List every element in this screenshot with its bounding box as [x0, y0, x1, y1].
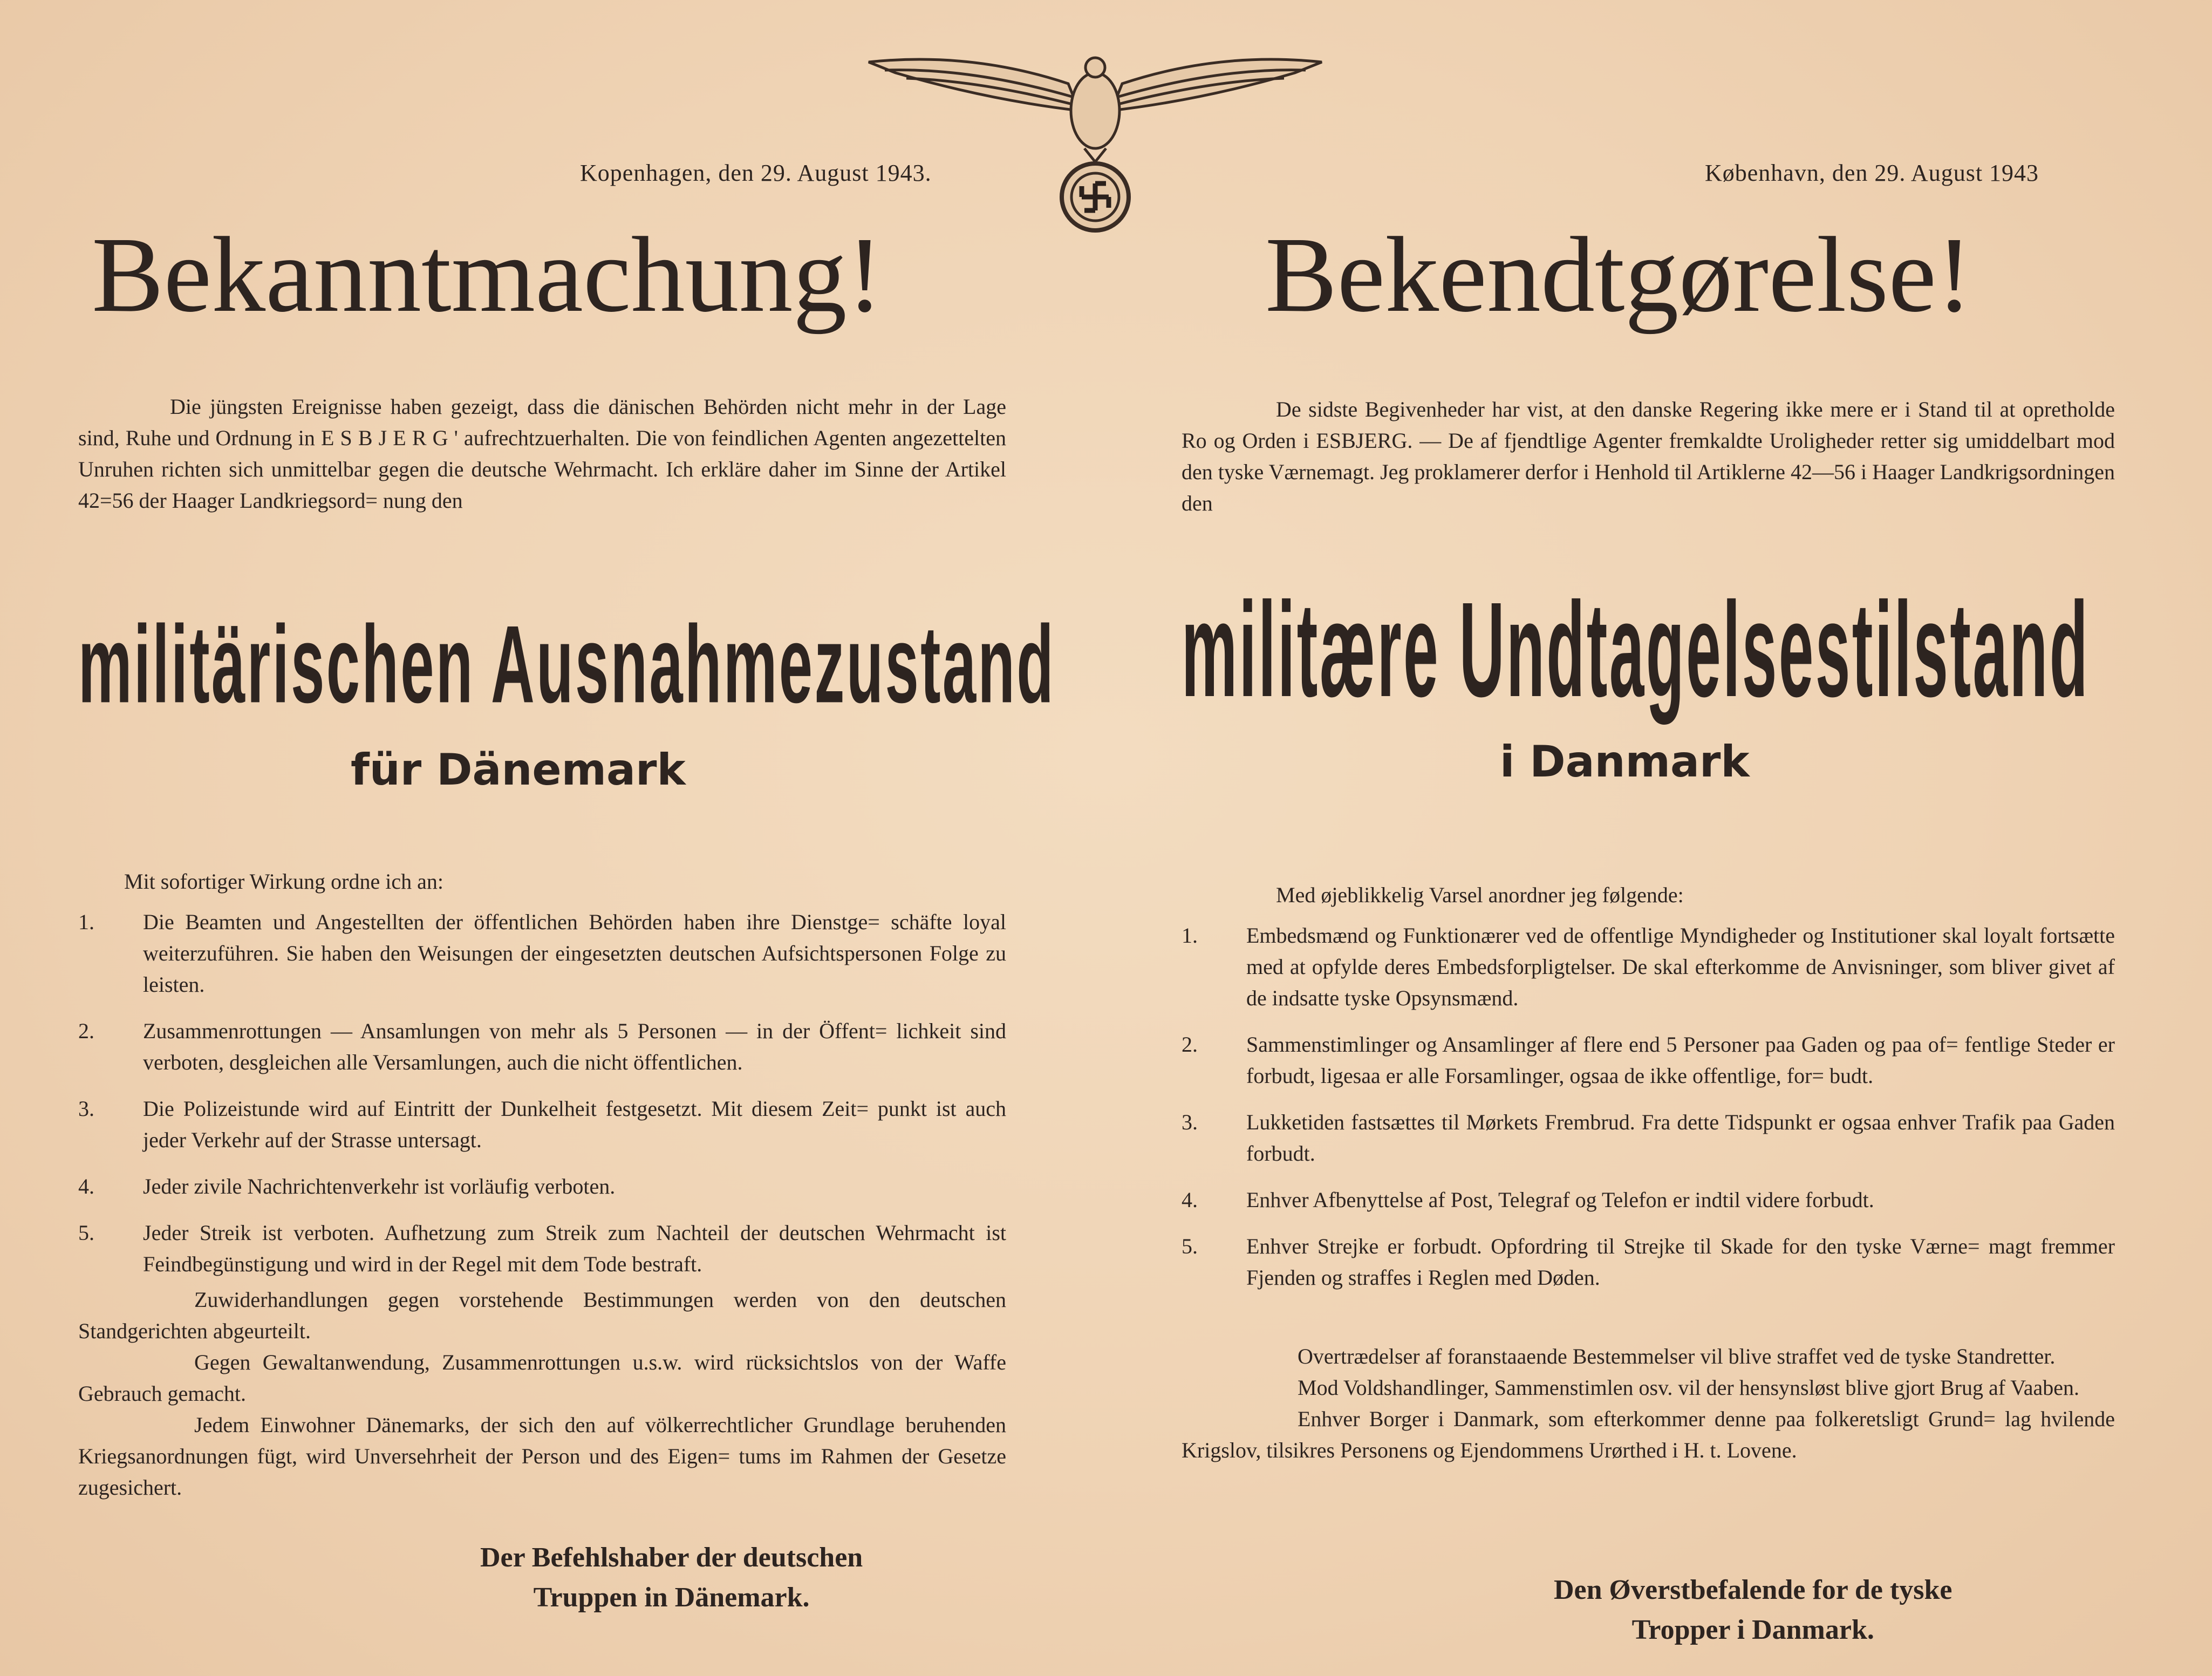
closing-paragraph: Gegen Gewaltanwendung, Zusammenrottungen u.s.w. wird rücksichtslos von der Waffe Gebrauch gemacht.: [78, 1350, 1006, 1406]
item-number: 1.: [78, 910, 94, 934]
list-item: [78, 1217, 1006, 1280]
german-signature: [480, 1538, 863, 1618]
item-text: Lukketiden fastsættes til Mørkets Frembrud. Fra dette Tidspunkt er ogsaa enhver Trafik paa Gaden forbudt.: [1246, 1110, 2115, 1166]
item-number: 2.: [78, 1019, 94, 1043]
signature-line: Tropper i Danmark.: [1631, 1614, 1874, 1645]
danish-date: København, den 29. August 1943: [1705, 160, 2039, 186]
german-list: [78, 907, 1006, 1280]
list-item: [78, 1093, 1006, 1156]
german-subheading: für Dänemark: [351, 745, 686, 795]
list-item: [1182, 1107, 2115, 1169]
item-text: Zusammenrottungen — Ansamlungen von mehr als 5 Personen — in der Öffent= lichkeit sind verboten, desgleichen alle Versamlungen, auch die nicht öffentlichen.: [143, 1019, 1006, 1074]
item-text: Jeder Streik ist verboten. Aufhetzung zum Streik zum Nachteil der deutschen Wehrmacht ist Feindbegünstigung und wird in der Regel mit dem Tode bestraft.: [143, 1221, 1006, 1276]
closing-paragraph: Mod Voldshandlinger, Sammenstimlen osv. vil der hensynsløst blive gjort Brug af Vaaben.: [1298, 1375, 2080, 1400]
item-text: Die Polizeistunde wird auf Eintritt der Dunkelheit festgesetzt. Mit diesem Zeit= punkt ist auch jeder Verkehr auf der Strasse untersagt.: [143, 1096, 1006, 1152]
list-item: [1182, 1231, 2115, 1293]
german-date: Kopenhagen, den 29. August 1943.: [580, 160, 932, 186]
danish-subheading: i Danmark: [1500, 737, 1750, 787]
danish-signature: [1554, 1570, 1952, 1650]
item-number: 3.: [78, 1096, 94, 1121]
german-title: Bekanntmachung!: [92, 215, 883, 335]
german-closing: [78, 1284, 1006, 1503]
item-text: Jeder zivile Nachrichtenverkehr ist vorläufig verboten.: [143, 1174, 616, 1198]
closing-paragraph: Enhver Borger i Danmark, som efterkommer denne paa folkeretsligt Grund= lag hvilende Krigslov, tilsikres Personens og Ejendommens Urørthed i H. t. Lovene.: [1182, 1407, 2115, 1462]
eagle-emblem-icon: [863, 51, 1327, 235]
signature-line: Truppen in Dänemark.: [533, 1582, 810, 1613]
item-text: Enhver Afbenyttelse af Post, Telegraf og Telefon er indtil videre forbudt.: [1246, 1188, 1874, 1212]
danish-closing: [1182, 1341, 2115, 1466]
signature-line: Der Befehlshaber der deutschen: [480, 1542, 863, 1573]
closing-paragraph: Overtrædelser af foranstaaende Bestemmelser vil blive straffet ved de tyske Standretter.: [1298, 1344, 2056, 1368]
danish-title: Bekendtgørelse!: [1265, 215, 1972, 335]
danish-heading: militære Undtagelsestilstand: [1182, 575, 2090, 725]
german-lead: Mit sofortiger Wirkung ordne ich an:: [124, 869, 443, 894]
signature-line: Den Øverstbefalende for de tyske: [1554, 1575, 1952, 1605]
item-text: Sammenstimlinger og Ansamlinger af flere end 5 Personer paa Gaden og paa of= fentlige Steder er forbudt, ligesaa er alle Forsamlinger, ogsaa de ikke offentlige, for= budt.: [1246, 1032, 2115, 1088]
item-text: Enhver Strejke er forbudt. Opfordring til Strejke til Skade for den tyske Værne= magt fremmer Fjenden og straffes i Reglen med Døden.: [1246, 1234, 2115, 1290]
item-text: Die Beamten und Angestellten der öffentlichen Behörden haben ihre Dienstge= schäfte loyal weiterzuführen. Sie haben den Weisungen der eingesetzten deutschen Aufsichtspersonen Folge zu leisten.: [143, 910, 1006, 997]
item-number: 4.: [78, 1174, 94, 1198]
item-number: 1.: [1182, 923, 1198, 948]
list-item: [78, 1171, 1006, 1202]
closing-paragraph: Jedem Einwohner Dänemarks, der sich den auf völkerrechtlicher Grundlage beruhenden Kriegsanordnungen fügt, wird Unversehrheit der Person und des Eigen= tums im Rahmen der Gesetze zugesichert.: [78, 1413, 1006, 1500]
danish-intro: De sidste Begivenheder har vist, at den danske Regering ikke mere er i Stand til at opretholde Ro og Orden i ESBJERG. — De af fjendtlige Agenter fremkaldte Uroligheder retter sig umiddelbart mod den tyske Værnemagt. Jeg proklamerer derfor i Henhold til Artiklerne 42—56 i Haager Landkrigsordningen den: [1182, 397, 2115, 515]
danish-lead: Med øjeblikkelig Varsel anordner jeg følgende:: [1276, 883, 1684, 907]
list-item: [78, 907, 1006, 1000]
item-number: 2.: [1182, 1032, 1198, 1057]
list-item: [1182, 1029, 2115, 1092]
list-item: [1182, 1184, 2115, 1216]
list-item: [78, 1016, 1006, 1078]
list-item: [1182, 920, 2115, 1014]
german-heading: militärischen Ausnahmezustand: [78, 603, 1056, 726]
item-number: 5.: [1182, 1234, 1198, 1258]
danish-list: [1182, 920, 2115, 1293]
german-intro: Die jüngsten Ereignisse haben gezeigt, dass die dänischen Behörden nicht mehr in der Lage sind, Ruhe und Ordnung in E S B J E R G ' aufrechtzuerhalten. Die von feindlichen Agenten angezettelten Unruhen richten sich unmittelbar gegen die deutsche Wehrmacht. Ich erkläre daher im Sinne der Artikel 42=56 der Haager Landkriegsord= nung den: [78, 394, 1006, 513]
item-number: 3.: [1182, 1110, 1198, 1134]
item-number: 4.: [1182, 1188, 1198, 1212]
item-number: 5.: [78, 1221, 94, 1245]
closing-paragraph: Zuwiderhandlungen gegen vorstehende Bestimmungen werden von den deutschen Standgerichten abgeurteilt.: [78, 1287, 1006, 1343]
item-text: Embedsmænd og Funktionærer ved de offentlige Myndigheder og Institutioner skal loyalt fortsætte med at opfylde deres Embedsforpligtelser. De skal efterkomme de Anvisninger, som bliver givet af de indsatte tyske Opsynsmænd.: [1246, 923, 2115, 1010]
